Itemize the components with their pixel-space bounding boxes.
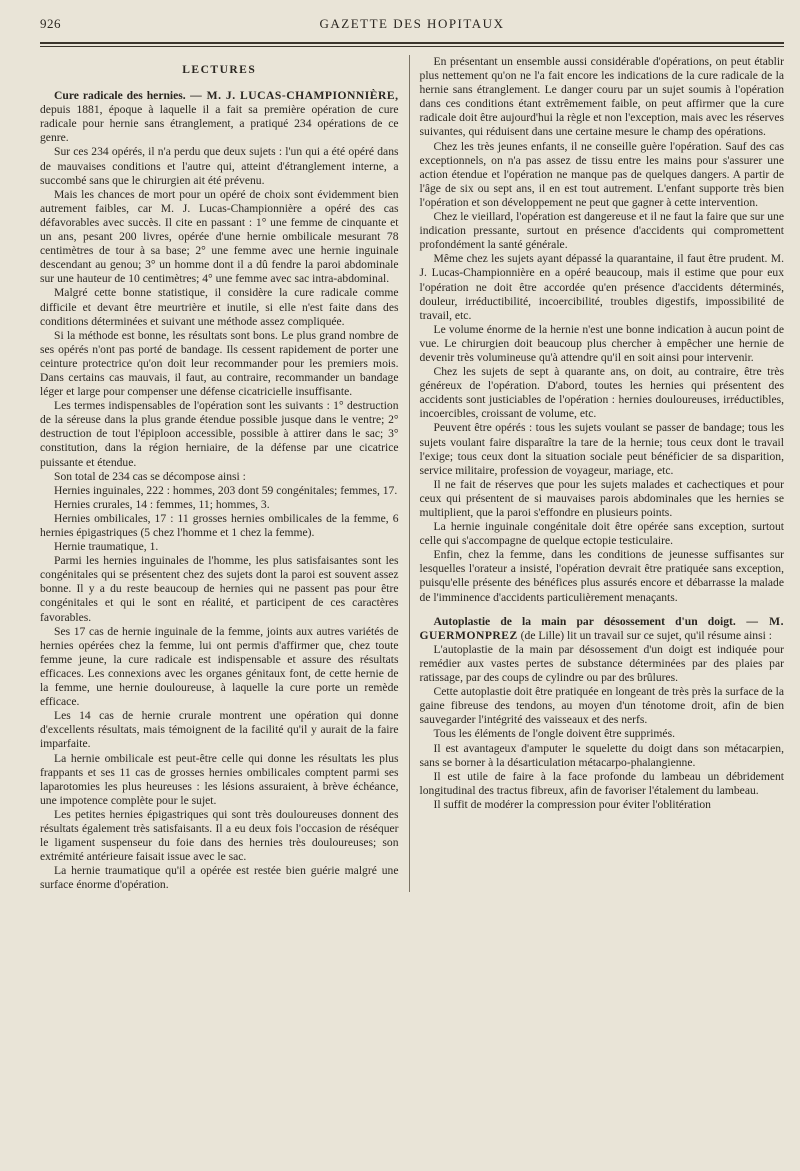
article1-continued-paragraph: Le volume énorme de la hernie n'est une bonne indication à aucun point de vue. Le chirurgien doit beaucoup plus chercher à empêcher une hernie de devenir très volumineuse qu'à attendre qu'il en soit ainsi pour intervenir. — [419, 322, 784, 364]
article1-paragraph: Son total de 234 cas se décompose ainsi : — [54, 469, 246, 483]
article2-paragraph: L'autoplastie de la main par désossement d'un doigt est indiquée pour remédier aux vastes pertes de substance déterminées par des plaies par ratissage, par des coups de cylindre ou par des brûlures. — [419, 642, 784, 685]
article1-continued-paragraph: Chez les sujets de sept à quarante ans, on doit, au contraire, être très généreux de l'opération. D'abord, toutes les hernies qui présentent des accidents sont justiciables de l'opération : hernies douloureuses, irréductibles, incoercibles, croissant de volume, etc. — [419, 365, 784, 421]
article1-intro — [40, 89, 399, 145]
article1-paragraph: Sur ces 234 opérés, il n'a perdu que deux sujets : l'un qui a été opéré dans de mauvaises conditions et l'autre qui, atteint d'étranglement interne, a succombé sans que le chirurgien ait été prévenu. — [40, 145, 399, 187]
header-rule-thin — [40, 46, 784, 47]
article1-paragraph: Les petites hernies épigastriques qui sont très douloureuses donnent des résultats également très satisfaisants. Il a eu deux fois l'occasion de réséquer le ligament suspenseur du foie dans des hernies très douloureuses; son extrémité antérieure faisait issue avec le sac. — [40, 807, 399, 864]
columns — [40, 55, 784, 892]
page-number: 926 — [40, 16, 61, 31]
article1-paragraph: Hernie traumatique, 1. — [54, 540, 159, 554]
article2-paragraph: Il est avantageux d'amputer le squelette du doigt dans son métacarpien, sans se borner à la désarticulation métacarpo-phalangienne. — [419, 741, 784, 769]
article1-paragraph: Ses 17 cas de hernie inguinale de la femme, joints aux autres variétés de hernies opérées chez la femme, lui ont permis d'affirmer que, chez toute femme jeune, la cure radicale est indispensable et assure des résultats efficaces. Les connexions avec les organes génitaux font, de cette hernie de la femme, une hernie douloureuse, à laquelle la cure porte un remède efficace. — [40, 624, 399, 709]
article1-paragraph: La hernie traumatique qu'il a opérée est restée bien guérie malgré une surface énorme d'opération. — [40, 864, 399, 892]
article1-intro-text: depuis 1881, époque à laquelle il a fait sa première opération de cure radicale pour hernie sans étranglement, a pratiqué 234 opérations de ce genre. — [40, 103, 399, 145]
article1-continued-paragraph: La hernie inguinale congénitale doit être opérée sans exception, surtout celle qui s'accompagne de quelque ectopie testiculaire. — [419, 520, 784, 548]
article2-intro — [420, 615, 784, 643]
article1-paragraph: Mais les chances de mort pour un opéré de choix sont évidemment bien autrement faibles, car M. J. Lucas-Championnière a opéré des cas défavorables avec succès. Il cite en passant : 1° une femme de cinquante et un ans, pesant 200 livres, opérée d'une hernie ombilicale mesurant 78 centimètres de tour à sa base; 2° une femme avec une hernie inguinale descendant au genou; 3° un homme dont il a dû fendre la paroi abdominale sur une hauteur de 10 centimètres; 4° une femme avec sac intra-abdominal. — [40, 187, 399, 286]
article1-paragraph: Parmi les hernies inguinales de l'homme, les plus satisfaisantes sont les congénitales qui se présentent chez des sujets dont la paroi est souvent assez bonne. Il y a du reste beaucoup de hernies qui ne passent pas pour être congénitales et qui le sont en réalité, et participent de ces caractères favorables. — [40, 554, 399, 624]
article2-author: — M. GUERMONPREZ — [419, 614, 784, 642]
article1-continued-paragraph: Même chez les sujets ayant dépassé la quarantaine, il faut être prudent. M. J. Lucas-Championnière en a opéré beaucoup, mais il estime que pour eux l'opération ne doit être accordée qu'en présence d'accidents déterminés, douleur, irréductibilité, incoercibilité, troubles digestifs, impossibilité de travail, etc. — [419, 252, 784, 322]
article1-paragraph: Hernies crurales, 14 : femmes, 11; hommes, 3. — [54, 497, 270, 511]
article1-author: — M. J. LUCAS-CHAMPIONNIÈRE, — [185, 89, 399, 103]
section-title: LECTURES — [182, 64, 257, 76]
article-separator — [420, 605, 784, 615]
page-header — [40, 12, 784, 34]
article2-paragraph: Il suffit de modérer la compression pour éviter l'oblitération — [433, 797, 711, 811]
article2-intro-text: (de Lille) lit un travail sur ce sujet, qu'il résume ainsi : — [517, 628, 772, 642]
article2-paragraph: Il est utile de faire à la face profonde du lambeau un débridement longitudinal des tractus fibreux, afin de favoriser l'étalement du lambeau. — [419, 769, 784, 797]
article1-paragraph: Hernies ombilicales, 17 : 11 grosses hernies ombilicales de la femme, 6 hernies épigastriques (5 chez l'homme et 1 chez la femme). — [40, 511, 399, 539]
article1-paragraph: Les 14 cas de hernie crurale montrent une opération qui donne d'excellents résultats, mais témoignent de la facilité qu'il y aurait de la faire imparfaite. — [40, 709, 399, 751]
article1-continued-paragraph: Chez les très jeunes enfants, il ne conseille guère l'opération. Sauf des cas exceptionnels, on n'a pas assez de tissu entre les mains pour s'assurer une action étendue et l'opération ne manque pas de quelques dangers. A partir de l'âge de six ou sept ans, il en est tout autrement. L'enfant supporte très bien l'opération et son développement ne peut que gagner à cette intervention. — [419, 139, 784, 209]
article1-continued-paragraph: Peuvent être opérés : tous les sujets voulant se passer de bandage; tous les sujets voulant faire disparaître la tare de la hernie; tous ceux dont le travail l'exige; tous ceux dont la situation sociale peut bénéficier de sa disparition, service militaire, profession de voyageur, mariage, etc. — [419, 421, 784, 477]
article1-continued-paragraph: En présentant un ensemble aussi considérable d'opérations, on peut établir plus nettement qu'on ne l'a fait encore les indications de la cure radicale de la hernie sans étranglement. Le danger couru par un sujet soumis à l'opération dans ces conditions étant extrêmement faible, on peut affirmer que la cure radicale doit être aujourd'hui la règle et non l'exception, mais avec les réserves suivantes, qui réduisent dans une certaine mesure le champ des opérations. — [419, 55, 784, 139]
article1-continued-paragraph: Il ne fait de réserves que pour les sujets malades et cachectiques et pour ceux qui présentent de si mauvaises parois abdominales que les hernies se multiplient, que la paroi s'effondre en plusieurs points. — [419, 477, 784, 519]
article1-paragraph: Hernies inguinales, 222 : hommes, 203 dont 59 congénitales; femmes, 17. — [54, 483, 398, 497]
article1-paragraph: Si la méthode est bonne, les résultats sont bons. Le plus grand nombre de ses opérés n'ont pas porté de bandage. Ils cessent rapidement de porter une ceinture protectrice qu'on doit leur recommander pour les premiers mois. Dans certains cas mauvais, il faut, au contraire, recommander un bandage léger et large pour compenser une défense cicatricielle insuffisante. — [40, 328, 399, 399]
left-column — [40, 55, 410, 892]
article2-paragraph: Tous les éléments de l'ongle doivent être supprimés. — [433, 727, 675, 741]
article1-paragraph: Malgré cette bonne statistique, il considère la cure radicale comme difficile et devant être meurtrière et inutile, si elle n'est faite dans des conditions déterminées et suivant une méthode assez compliquée. — [40, 286, 399, 328]
journal-title: GAZETTE DES HOPITAUX — [319, 16, 505, 31]
article1-continued-paragraph: Enfin, chez la femme, dans les conditions de jeunesse suffisantes sur lesquelles l'orateur a insisté, l'opération devrait être pratiquée sans exception, puisqu'elle présente des bénéfices plus assurés encore et débarrasse la malade de l'imminence d'accidents particulièrement menaçants. — [419, 548, 784, 604]
right-column — [410, 55, 784, 892]
article2-title: Autoplastie de la main par désossement d'un doigt. — [433, 614, 736, 628]
article1-title: Cure radicale des hernies. — [54, 89, 186, 103]
article1-paragraph: Les termes indispensables de l'opération sont les suivants : 1° destruction de la séreuse dans la plus grande étendue possible jusque dans le ventre; 2° destruction de tout l'épiploon accessible, possible à attirer dans le sac; 3° constitution, dans la région herniaire, de la défense par une cicatrice puissante et étendue. — [40, 399, 399, 469]
header-rule — [40, 42, 784, 44]
article1-paragraph: La hernie ombilicale est peut-être celle qui donne les résultats les plus frappants et ses 11 cas de grosses hernies ombilicales comptent parmi ses laparotomies les plus heureuses : les lésions assuraient, à brève échéance, une impotence complète pour le sujet. — [40, 751, 399, 807]
article2-paragraph: Cette autoplastie doit être pratiquée en longeant de très près la surface de la gaine fibreuse des tendons, au moyen d'un ténotome droit, afin de bien sauvegarder l'intégrité des vaisseaux et des nerfs. — [419, 685, 784, 727]
article1-continued-paragraph: Chez le vieillard, l'opération est dangereuse et il ne faut la faire que sur une indication pressante, surtout en présence d'accidents qui compromettent profondément la santé générale. — [419, 210, 784, 252]
